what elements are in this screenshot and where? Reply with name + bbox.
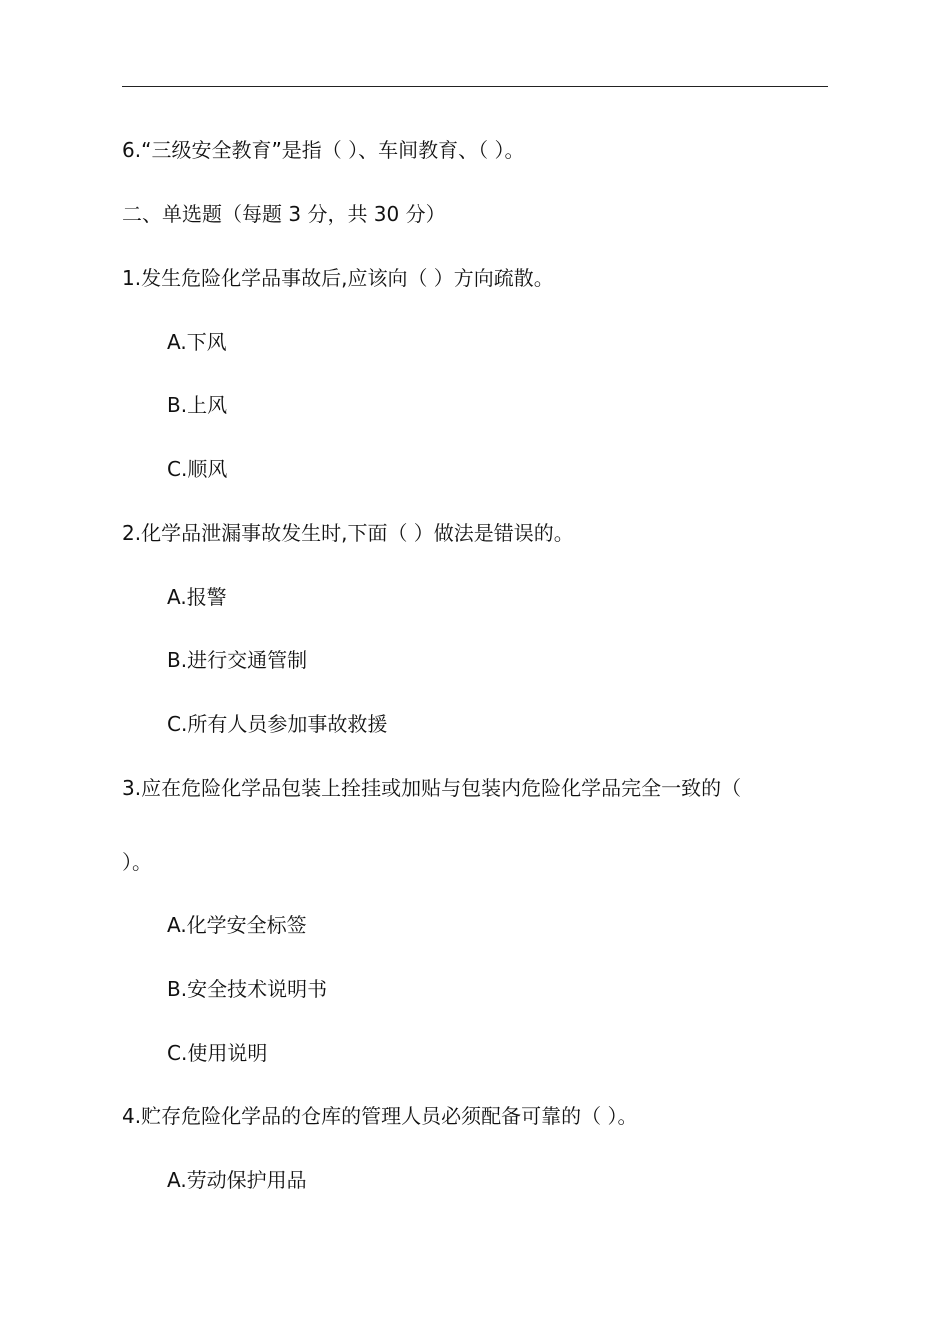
- question-3-stem-line1: 3.应在危险化学品包装上拴挂或加贴与包装内危险化学品完全一致的（: [122, 776, 742, 800]
- question-3-option-b: B.安全技术说明书: [167, 977, 328, 1001]
- question-1-stem: 1.发生危险化学品事故后,应该向（ ）方向疏散。: [122, 266, 554, 290]
- question-4-stem: 4.贮存危险化学品的仓库的管理人员必须配备可靠的（ ）。: [122, 1104, 638, 1128]
- question-6: 6.“三级安全教育”是指（ ）、车间教育、（ ）。: [122, 138, 525, 162]
- question-3-stem-line2: ）。: [122, 850, 152, 874]
- question-2-stem: 2.化学品泄漏事故发生时,下面（ ）做法是错误的。: [122, 521, 574, 545]
- header-rule: [122, 86, 828, 87]
- question-4-option-a: A.劳动保护用品: [167, 1168, 307, 1192]
- question-2-option-a: A.报警: [167, 585, 227, 609]
- question-2-option-c: C.所有人员参加事故救援: [167, 712, 388, 736]
- question-1-option-c: C.顺风: [167, 457, 228, 481]
- question-1-option-a: A.下风: [167, 330, 227, 354]
- question-3-option-a: A.化学安全标签: [167, 913, 307, 937]
- section-title: 二、单选题（每题 3 分，共 30 分）: [122, 202, 446, 226]
- question-2-option-b: B.进行交通管制: [167, 648, 308, 672]
- question-1-option-b: B.上风: [167, 393, 228, 417]
- question-3-option-c: C.使用说明: [167, 1041, 268, 1065]
